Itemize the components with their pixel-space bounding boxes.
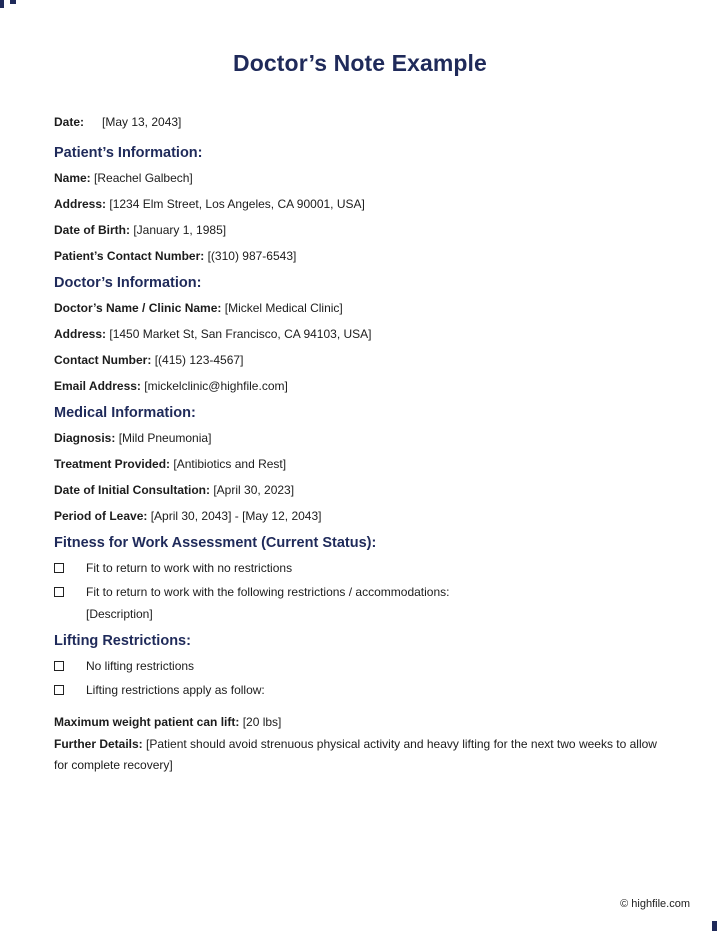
field-value: [Mild Pneumonia] xyxy=(118,431,212,445)
field-label: Address: xyxy=(54,197,107,211)
doctor-section xyxy=(54,274,674,394)
field-value: [January 1, 1985] xyxy=(133,223,227,237)
date-label: Date: xyxy=(54,115,85,129)
corner-mark xyxy=(10,0,16,4)
field-label: Date of Initial Consultation: xyxy=(54,483,210,497)
section-heading: Patient’s Information: xyxy=(54,145,203,161)
field-value: [April 30, 2023] xyxy=(213,483,295,497)
checkbox-label: Fit to return to work with no restrictions xyxy=(86,561,293,575)
doctor-email-line xyxy=(54,378,674,394)
section-heading: Lifting Restrictions: xyxy=(54,633,191,649)
field-value: [Reachel Galbech] xyxy=(94,171,193,185)
patient-contact-line xyxy=(54,248,674,264)
section-heading: Fitness for Work Assessment (Current Status): xyxy=(54,535,377,551)
consultation-date-line xyxy=(54,482,674,498)
restrictions-description: [Description] xyxy=(86,607,153,621)
further-details xyxy=(54,734,674,776)
field-value: [Mickel Medical Clinic] xyxy=(224,301,343,315)
field-value: [(310) 987-6543] xyxy=(207,249,297,263)
patient-name-line xyxy=(54,170,674,186)
doctor-name-line xyxy=(54,300,674,316)
diagnosis-line xyxy=(54,430,674,446)
field-label: Period of Leave: xyxy=(54,509,148,523)
field-value: [Patient should avoid strenuous physical activity and heavy lifting for the next two weeks to allow for complete recovery] xyxy=(54,737,657,772)
field-value: [20 lbs] xyxy=(242,715,282,729)
field-value: [mickelclinic@highfile.com] xyxy=(144,379,288,393)
doctor-contact-line xyxy=(54,352,674,368)
lifting-section xyxy=(54,632,674,776)
medical-section xyxy=(54,404,674,524)
checkbox-label: No lifting restrictions xyxy=(86,659,195,673)
patient-dob-line xyxy=(54,222,674,238)
field-label: Name: xyxy=(54,171,91,185)
section-heading: Medical Information: xyxy=(54,405,196,421)
lifting-option-apply[interactable] xyxy=(54,682,674,698)
field-value: [1450 Market St, San Francisco, CA 94103, USA] xyxy=(109,327,372,341)
treatment-line xyxy=(54,456,674,472)
leave-period-line xyxy=(54,508,674,524)
section-heading: Doctor’s Information: xyxy=(54,275,202,291)
field-label: Date of Birth: xyxy=(54,223,130,237)
date-value: [May 13, 2043] xyxy=(102,115,182,129)
field-label: Diagnosis: xyxy=(54,431,116,445)
lifting-option-none[interactable] xyxy=(54,658,674,674)
patient-section xyxy=(54,144,674,264)
corner-mark xyxy=(712,921,717,931)
checkbox-label: Fit to return to work with the following restrictions / accommodations: xyxy=(86,585,450,599)
field-label: Further Details: xyxy=(54,737,143,751)
document-body xyxy=(54,114,674,782)
field-value: [April 30, 2043] - [May 12, 2043] xyxy=(150,509,322,523)
fitness-section xyxy=(54,534,674,622)
field-label: Patient’s Contact Number: xyxy=(54,249,205,263)
field-label: Doctor’s Name / Clinic Name: xyxy=(54,301,222,315)
checkbox-label: Lifting restrictions apply as follow: xyxy=(86,683,265,697)
doctor-address-line xyxy=(54,326,674,342)
fitness-option-with-restrictions[interactable] xyxy=(54,584,674,600)
checkbox[interactable] xyxy=(54,587,64,597)
checkbox[interactable] xyxy=(54,661,64,671)
date-line xyxy=(54,114,674,130)
field-value: [1234 Elm Street, Los Angeles, CA 90001, USA] xyxy=(109,197,365,211)
field-value: [(415) 123-4567] xyxy=(154,353,244,367)
copyright-footer: © highfile.com xyxy=(620,898,690,910)
field-label: Contact Number: xyxy=(54,353,152,367)
fitness-option-no-restrictions[interactable] xyxy=(54,560,674,576)
max-weight-line xyxy=(54,714,674,730)
patient-address-line xyxy=(54,196,674,212)
document-title: Doctor’s Note Example xyxy=(233,50,487,76)
checkbox[interactable] xyxy=(54,685,64,695)
field-label: Email Address: xyxy=(54,379,141,393)
checkbox[interactable] xyxy=(54,563,64,573)
field-label: Treatment Provided: xyxy=(54,457,171,471)
field-label: Maximum weight patient can lift: xyxy=(54,715,240,729)
field-label: Address: xyxy=(54,327,107,341)
field-value: [Antibiotics and Rest] xyxy=(173,457,287,471)
corner-mark xyxy=(0,0,4,8)
